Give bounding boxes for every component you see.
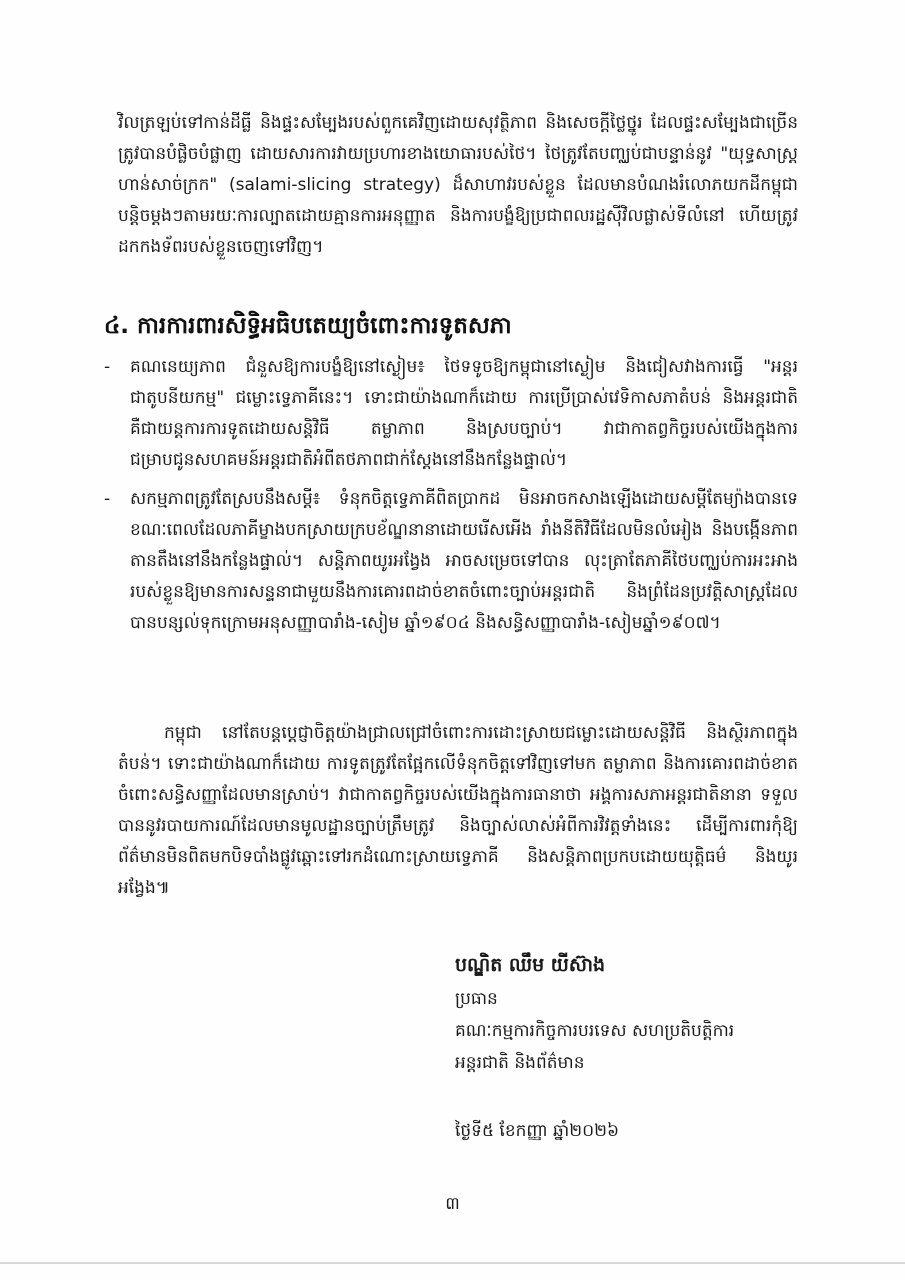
intro-paragraph: វិលត្រឡប់ទៅកាន់ដីធ្លី និងផ្ទះសម្បែងរបស់ពួកគេវិញដោយសុវត្ថិភាព និងសេចក្ដីថ្លៃថ្នូរ ដែលផ្ទះសម្បែងជាច្រើនត្រូវបានបំផ្លិចបំផ្លាញ ដោយសារការវាយប្រហារខាងយោធារបស់ថៃ។ ថៃត្រូវតែបញ្ឈប់ជាបន្ទាន់នូវ "យុទ្ធសាស្ត្រហាន់សាច់ក្រក" (salami-slicing strategy) ដ៏សាហាវរបស់ខ្លួន ដែលមានបំណងរំលោភយកដីកម្ពុជាបន្តិចម្ដងៗតាមរយៈការល្បាតដោយគ្មានការអនុញ្ញាត និងការបង្ខំឱ្យប្រជាពលរដ្ឋស៊ីវិលផ្លាស់ទីលំនៅ ហើយត្រូវដកកងទ័ពរបស់ខ្លួនចេញទៅវិញ។ (118, 113, 798, 257)
signatory-department-line1: គណៈកម្មការកិច្ចការបរទេស សហប្រតិបត្តិការ (455, 1021, 735, 1041)
bullet-marker: - (104, 489, 111, 509)
bullet-item-actions-match-words (104, 484, 798, 639)
page-number: ៣ (445, 1194, 460, 1214)
scan-edge-divider (0, 1262, 905, 1264)
signatory-name: បណ្ឌិត ឈឹម យីស៊ាង (455, 954, 606, 976)
bullet-text: សកម្មភាពត្រូវតែស្របនឹងសម្ដី៖ ទំនុកចិត្តទ្វេភាគីពិតប្រាកដ មិនអាចកសាងឡើងដោយសម្ដីតែម្យ៉ាងបានទេ ខណៈពេលដែលភាគីម្ខាងបកស្រាយក្របខ័ណ្ឌនានាដោយរើសអើង រាំងនីតិវិធីដែលមិនលំអៀង និងបង្កើនភាពតានតឹងនៅនឹងកន្លែងផ្ទាល់។ សន្តិភាពយូរអង្វែង អាចសម្រេចទៅបាន លុះត្រាតែភាគីថៃបញ្ឈប់ការអះអាងរបស់ខ្លួនឱ្យមានការសន្ទនាជាមួយនឹងការគោរពដាច់ខាតចំពោះច្បាប់អន្តរជាតិ និងព្រំដែនប្រវត្តិសាស្ត្រដែលបានបន្សល់ទុកក្រោមអនុសញ្ញាបារាំង-សៀម ឆ្នាំ១៩០៤ និងសន្ធិសញ្ញាបារាំង-សៀមឆ្នាំ១៩០៧។ (130, 489, 798, 633)
signatory-title: ប្រធាន (455, 989, 498, 1009)
bullet-marker: - (104, 357, 111, 377)
section-heading: ៤. ការការពារសិទ្ធិអធិបតេយ្យចំពោះការទូតសភា (104, 313, 512, 339)
closing-paragraph: កម្ពុជា នៅតែបន្តប្ដេជ្ញាចិត្តយ៉ាងជ្រាលជ្រៅចំពោះការដោះស្រាយជម្លោះដោយសន្តិវិធី និងស្ថិរភាពក្នុងតំបន់។ ទោះជាយ៉ាងណាក៏ដោយ ការទូតត្រូវតែផ្អែកលើទំនុកចិត្តទៅវិញទៅមក តម្លាភាព និងការគោរពដាច់ខាតចំពោះសន្ធិសញ្ញាដែលមានស្រាប់។ វាជាកាតព្វកិច្ចរបស់យើងក្នុងការធានាថា អង្គការសភាអន្តរជាតិនានា ទទួលបាននូវរបាយការណ៍ដែលមានមូលដ្ឋានច្បាប់ត្រឹមត្រូវ និងច្បាស់លាស់អំពីការវិវត្តទាំងនេះ ដើម្បីការពារកុំឱ្យព័ត៌មានមិនពិតមកបិទបាំងផ្លូវឆ្ពោះទៅរកដំណោះស្រាយទ្វេភាគី និងសន្តិភាពប្រកបដោយយុត្តិធម៌ និងយូរអង្វែង៕ (118, 723, 798, 898)
document-date: ថ្ងៃទី៥ ខែកញ្ញា ឆ្នាំ២០២៦ (455, 1121, 620, 1141)
signatory-department-line2: អន្តរជាតិ និងព័ត៌មាន (455, 1053, 585, 1073)
bullet-text: គណនេយ្យភាព ជំនួសឱ្យការបង្ខំឱ្យនៅស្ងៀម៖ ថៃទទូចឱ្យកម្ពុជានៅស្ងៀម និងជៀសវាងការធ្វើ "អន្តរជាតូបនីយកម្ម" ជម្លោះទ្វេភាគីនេះ។ ទោះជាយ៉ាងណាក៏ដោយ ការប្រើប្រាស់វេទិកាសភាតំបន់ និងអន្តរជាតិ គឺជាយន្តការការទូតដោយសន្តិវិធី តម្លាភាព និងស្របច្បាប់។ វាជាកាតព្វកិច្ចរបស់យើងក្នុងការជម្រាបជូនសហគមន៍អន្តរជាតិអំពីតថភាពជាក់ស្តែងនៅនឹងកន្លែងផ្ទាល់។ (130, 357, 798, 470)
bullet-item-accountability (104, 352, 798, 476)
